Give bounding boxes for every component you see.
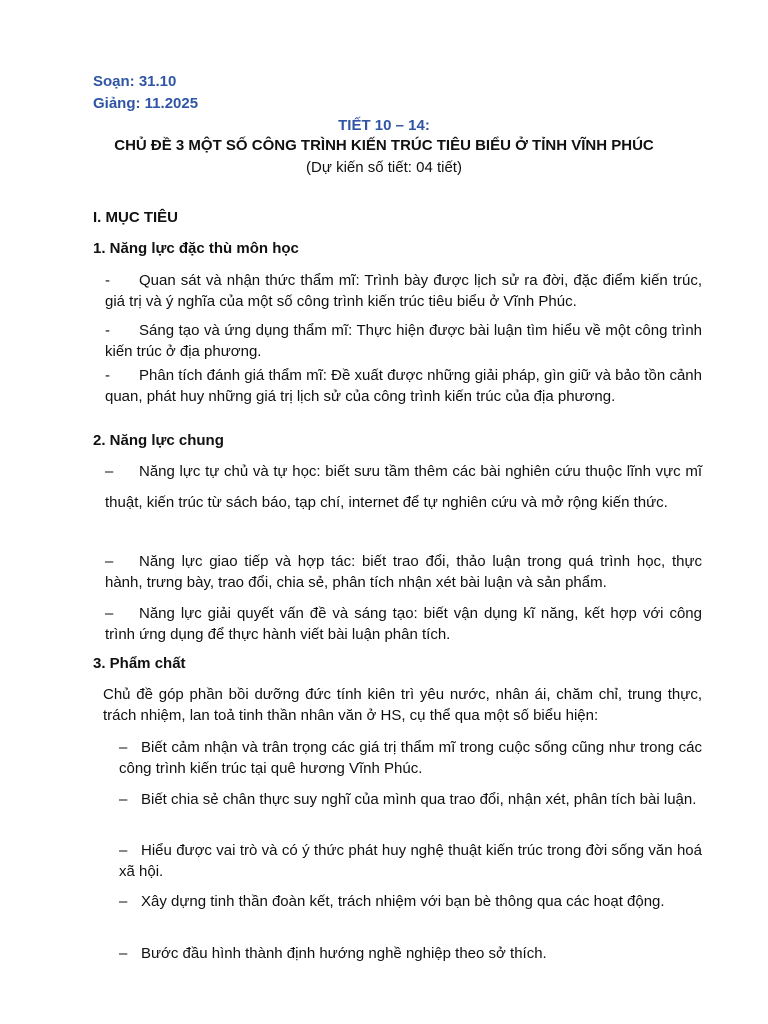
bullet: – xyxy=(105,605,114,622)
bullet: – xyxy=(119,893,128,910)
list-item-text: Biết cảm nhận và trân trọng các giá trị thẩm mĩ trong cuộc sống cũng như trong các công trình kiến trúc tại quê hương Vĩnh Phúc. xyxy=(119,739,702,777)
subsection-title-qualities: 3. Phẩm chất xyxy=(93,655,186,672)
list-item xyxy=(105,320,702,362)
list-item-text: Bước đầu hình thành định hướng nghề nghiệp theo sở thích. xyxy=(141,945,547,962)
list-item-text: Phân tích đánh giá thẩm mĩ: Đề xuất được những giải pháp, gìn giữ và bảo tồn cảnh quan, phát huy những giá trị lịch sử của công trình kiến trúc của địa phương. xyxy=(105,367,702,405)
subsection-title-general: 2. Năng lực chung xyxy=(93,432,224,449)
bullet: - xyxy=(105,272,110,289)
list-item xyxy=(105,270,702,312)
list-item xyxy=(119,737,702,779)
list-item xyxy=(105,365,702,407)
subsection-title-specific: 1. Năng lực đặc thù môn học xyxy=(93,240,299,257)
list-item xyxy=(105,551,702,593)
bullet: – xyxy=(105,553,114,570)
list-item-text: Năng lực tự chủ và tự học: biết sưu tầm thêm các bài nghiên cứu thuộc lĩnh vực mĩ thuật, kiến trúc từ sách báo, tạp chí, internet để tự nghiên cứu và mở rộng kiến thức. xyxy=(105,463,702,511)
bullet: – xyxy=(105,463,114,480)
list-item-text: Hiểu được vai trò và có ý thức phát huy nghệ thuật kiến trúc trong đời sống văn hoá xã hội. xyxy=(119,842,702,880)
lesson-number: TIẾT 10 – 14: xyxy=(338,117,430,134)
list-item-text: Quan sát và nhận thức thẩm mĩ: Trình bày được lịch sử ra đời, đặc điểm kiến trúc, giá trị và ý nghĩa của một số công trình kiến trúc tiêu biểu ở Vĩnh Phúc. xyxy=(105,272,702,310)
list-item xyxy=(119,789,702,810)
section-title-objectives: I. MỤC TIÊU xyxy=(93,209,178,226)
list-item-text: Năng lực giao tiếp và hợp tác: biết trao đổi, thảo luận trong quá trình học, thực hành, trưng bày, trao đổi, chia sẻ, phân tích nhận xét bài luận và sản phẩm. xyxy=(105,553,702,591)
topic-title: CHỦ ĐỀ 3 MỘT SỐ CÔNG TRÌNH KIẾN TRÚC TIÊU BIỂU Ở TỈNH VĨNH PHÚC xyxy=(114,137,654,154)
duration-note: (Dự kiến số tiết: 04 tiết) xyxy=(306,159,462,176)
list-item-text: Sáng tạo và ứng dụng thẩm mĩ: Thực hiện được bài luận tìm hiểu về một công trình kiến trúc ở địa phương. xyxy=(105,322,702,360)
list-item xyxy=(119,891,702,912)
bullet: - xyxy=(105,322,110,339)
soan-date: Soạn: 31.10 xyxy=(93,73,177,90)
bullet: - xyxy=(105,367,110,384)
list-item-text: Năng lực giải quyết vấn đề và sáng tạo: biết vận dụng kĩ năng, kết hợp với công trình ứng dụng để thực hành viết bài luận phân tích. xyxy=(105,605,702,643)
list-item-text: Xây dựng tinh thần đoàn kết, trách nhiệm với bạn bè thông qua các hoạt động. xyxy=(141,893,665,910)
list-item xyxy=(105,456,702,518)
list-item-text: Biết chia sẻ chân thực suy nghĩ của mình qua trao đổi, nhận xét, phân tích bài luận. xyxy=(141,791,697,808)
list-item xyxy=(119,943,702,964)
qualities-intro: Chủ đề góp phần bồi dưỡng đức tính kiên trì yêu nước, nhân ái, chăm chỉ, trung thực, trách nhiệm, lan toả tinh thần nhân văn ở HS, cụ thể qua một số biểu hiện: xyxy=(103,686,702,724)
bullet: – xyxy=(119,842,128,859)
bullet: – xyxy=(119,945,128,962)
list-item xyxy=(105,603,702,645)
bullet: – xyxy=(119,791,128,808)
bullet: – xyxy=(119,739,128,756)
giang-date: Giảng: 11.2025 xyxy=(93,95,199,112)
list-item xyxy=(119,840,702,882)
